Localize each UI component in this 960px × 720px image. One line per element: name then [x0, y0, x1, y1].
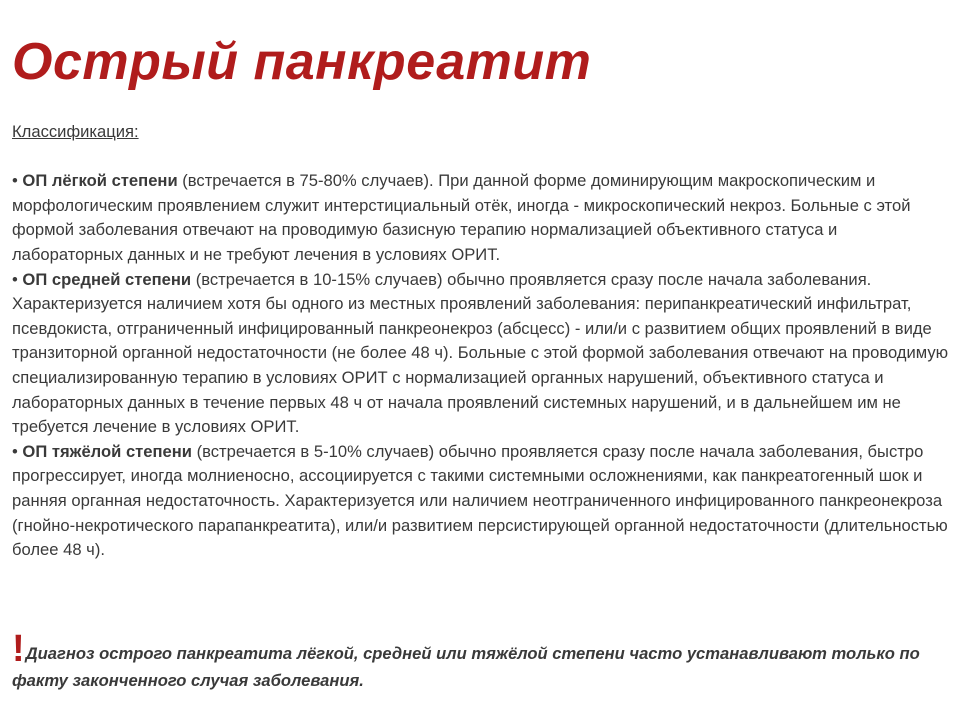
bullet-mild	[12, 169, 952, 267]
slide-title: Острый панкреатит	[12, 33, 592, 91]
bullet-marker: •	[12, 269, 23, 289]
slide-body	[12, 120, 952, 563]
bullet-text-mild: (встречается в 75-80% случаев). При данной форме доминирующим макроскопическим и морфологическим проявлением служит интерстициальный отёк, иногда - микроскопический некроз. Больные с этой формой заболевания отвечают на проводимую базисную терапию нормализацией объективного статуса и лабораторных данных и не требуют лечения в условиях ОРИТ.	[12, 171, 911, 264]
bullet-marker: •	[12, 171, 23, 191]
diagnosis-note	[12, 627, 952, 694]
bullet-severe	[12, 440, 952, 563]
classification-label: Классификация:	[12, 122, 139, 141]
bullet-text-severe: (встречается в 5-10% случаев) обычно проявляется сразу после начала заболевания, быстро прогрессирует, иногда молниеносно, ассоциируется с такими системными осложнениями, как панкреатогенный шок и ранняя органная недостаточность. Характеризуется или наличием неотграниченного инфицированного панкреонекроза (гнойно-некротического парапанкреатита), или/и развитием персистирующей органной недостаточности (длительностью более 48 ч).	[12, 441, 948, 560]
diagnosis-note-text: Диагноз острого панкреатита лёгкой, средней или тяжёлой степени часто устанавливают только по факту законченного случая заболевания.	[12, 643, 920, 690]
bullet-term-severe: ОП тяжёлой степени	[22, 441, 192, 461]
bullet-term-moderate: ОП средней степени	[22, 269, 192, 289]
bullet-marker: •	[12, 441, 23, 461]
exclamation-mark: !	[12, 627, 25, 670]
bullet-text-moderate: (встречается в 10-15% случаев) обычно проявляется сразу после начала заболевания. Характеризуется наличием хотя бы одного из местных проявлений заболевания: перипанкреатический инфильтрат, псевдокиста, отграниченный инфицированный панкреонекроз (абсцесс) - или/и с развитием общих проявлений в виде транзиторной органной недостаточности (не более 48 ч). Больные с этой формой заболевания отвечают на проводимую специализированную терапию в условиях ОРИТ с нормализацией органных нарушений, объективного статуса и лабораторных данных в течение первых 48 ч от начала проявлений системных нарушений, и в дальнейшем им не требуется лечение в условиях ОРИТ.	[12, 269, 949, 437]
spacer	[12, 145, 952, 170]
bullet-term-mild: ОП лёгкой степени	[22, 171, 178, 191]
bullet-moderate	[12, 268, 952, 440]
